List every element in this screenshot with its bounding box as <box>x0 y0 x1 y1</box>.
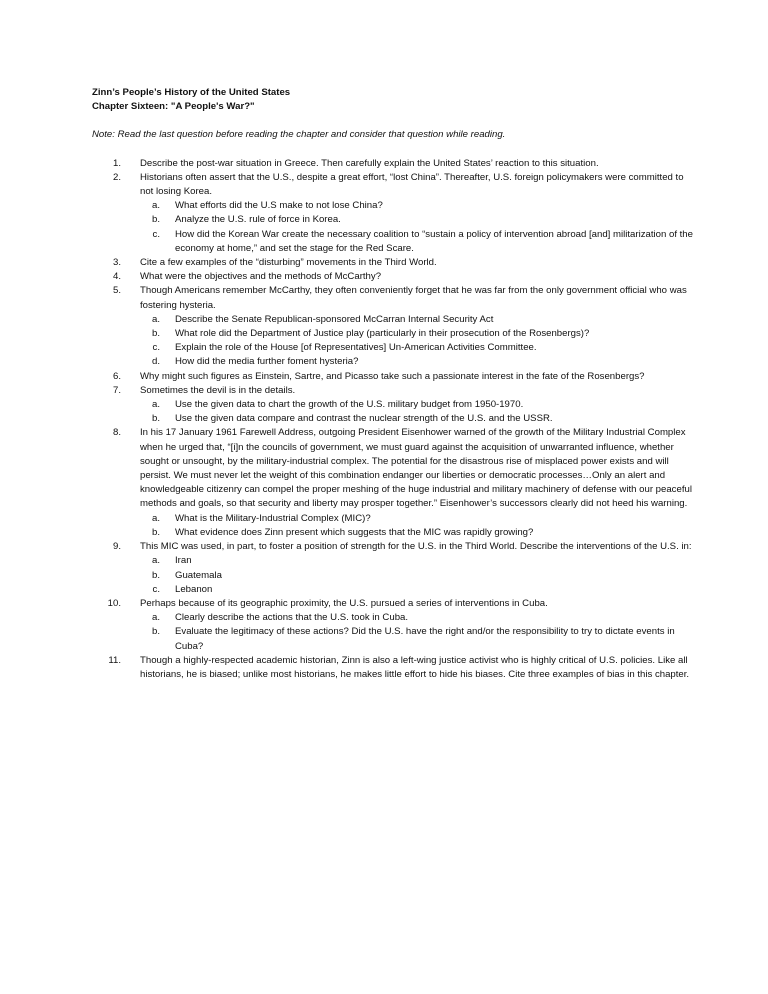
sub-question-text: Analyze the U.S. rule of force in Korea. <box>175 214 341 226</box>
sub-question-item <box>140 554 694 568</box>
sub-question-letter: b. <box>151 413 160 425</box>
question-number: 6. <box>112 370 121 382</box>
sub-question-item <box>140 625 694 653</box>
sub-question-list <box>140 512 694 540</box>
sub-question-item <box>140 512 694 526</box>
sub-question-text: Use the given data to chart the growth of the U.S. military budget from 1950-1970. <box>175 399 524 411</box>
sub-question-item <box>140 526 694 540</box>
sub-question-item <box>140 569 694 583</box>
question-item <box>92 171 694 256</box>
sub-question-letter: b. <box>151 328 160 340</box>
question-item <box>92 370 694 384</box>
sub-question-item <box>140 213 694 227</box>
question-text: Cite a few examples of the “disturbing” movements in the Third World. <box>140 257 437 269</box>
sub-question-letter: b. <box>151 626 160 638</box>
question-text: This MIC was used, in part, to foster a position of strength for the U.S. in the Third World. Describe the interventions of the U.S. in: <box>140 541 692 553</box>
question-text: What were the objectives and the methods of McCarthy? <box>140 271 382 283</box>
question-text: Perhaps because of its geographic proximity, the U.S. pursued a series of interventions in Cuba. <box>140 597 548 609</box>
question-text: Describe the post-war situation in Greece. Then carefully explain the United States’ reaction to this situation. <box>140 157 599 169</box>
chapter-title: Chapter Sixteen: "A People's War?" <box>92 101 255 113</box>
question-text: Though Americans remember McCarthy, they often conveniently forget that he was far from the only government official who was fostering hysteria. <box>140 285 687 311</box>
question-number: 2. <box>112 171 121 183</box>
sub-question-text: Describe the Senate Republican-sponsored McCarran Internal Security Act <box>175 313 494 325</box>
sub-question-letter: b. <box>151 214 160 226</box>
sub-question-list <box>140 398 694 426</box>
sub-question-text: What role did the Department of Justice play (particularly in their prosecution of the Rosenbergs)? <box>175 328 590 340</box>
question-number: 1. <box>112 157 121 169</box>
question-text: Historians often assert that the U.S., despite a great effort, “lost China”. Thereafter, U.S. foreign policymakers were committed to not losing Korea. <box>140 171 684 198</box>
question-item <box>92 654 694 682</box>
sub-question-letter: a. <box>151 200 160 212</box>
sub-question-letter: a. <box>151 512 160 524</box>
sub-question-text: Guatemala <box>175 569 222 581</box>
sub-question-text: Use the given data compare and contrast the nuclear strength of the U.S. and the USSR. <box>175 413 553 425</box>
sub-question-letter: b. <box>151 526 160 538</box>
sub-question-text: What is the Military-Industrial Complex (MIC)? <box>175 512 371 524</box>
question-text: Though a highly-respected academic historian, Zinn is also a left-wing justice activist who is highly critical of U.S. policies. Like all historians, he is biased; unlike most historians, he makes little effort to hide his biases. Cite three examples of bias in this chapter. <box>140 654 690 680</box>
sub-question-text: How did the Korean War create the necessary coalition to “sustain a policy of intervention abroad [and] militarization of the economy at home,” and set the stage for the Red Scare. <box>175 228 693 254</box>
question-item <box>92 540 694 597</box>
sub-question-item <box>140 313 694 327</box>
sub-question-letter: a. <box>151 399 160 411</box>
question-item <box>92 157 694 171</box>
sub-question-letter: a. <box>151 612 160 624</box>
sub-question-letter: a. <box>151 313 160 325</box>
sub-question-item <box>140 327 694 341</box>
question-number: 8. <box>112 427 121 439</box>
sub-question-list <box>140 611 694 654</box>
sub-question-list <box>140 199 694 256</box>
sub-question-item <box>140 228 694 256</box>
question-number: 9. <box>112 541 121 553</box>
reading-note: Note: Read the last question before reading the chapter and consider that question while reading. <box>92 129 506 141</box>
question-number: 3. <box>112 257 121 269</box>
question-number: 7. <box>112 384 121 396</box>
sub-question-item <box>140 412 694 426</box>
sub-question-letter: a. <box>151 555 160 567</box>
sub-question-text: How did the media further foment hysteria? <box>175 356 359 368</box>
question-item <box>92 426 694 540</box>
question-number: 5. <box>112 285 121 297</box>
sub-question-item <box>140 611 694 625</box>
sub-question-list <box>140 313 694 370</box>
sub-question-letter: b. <box>151 569 160 581</box>
question-item <box>92 284 694 369</box>
question-text: Why might such figures as Einstein, Sartre, and Picasso take such a passionate interest in the fate of the Rosenbergs? <box>140 370 645 382</box>
question-number: 4. <box>112 271 121 283</box>
question-text: In his 17 January 1961 Farewell Address, outgoing President Eisenhower warned of the growth of the Military Industrial Complex when he urged that, “[i]n the councils of government, we must guard against the acquisition of unwarranted influence, whether sought or unsought, by the military-industrial complex. The potential for the disastrous rise of misplaced power exists and will persist. We must never let the weight of this combination endanger our liberties or democratic processes…Only an alert and knowledgeable citizenry can compel the proper meshing of the huge industrial and military machinery of defense with our peaceful methods and goals, so that security and liberty may prosper together.” Eisenhower’s successors clearly did not heed his warning. <box>140 427 692 510</box>
sub-question-text: Lebanon <box>175 583 213 595</box>
sub-question-item <box>140 398 694 412</box>
sub-question-text: What efforts did the U.S make to not lose China? <box>175 200 383 212</box>
question-item <box>92 256 694 270</box>
question-item <box>92 384 694 427</box>
document-page <box>92 86 694 682</box>
sub-question-item <box>140 199 694 213</box>
sub-question-letter: d. <box>151 356 160 368</box>
sub-question-letter: c. <box>152 342 160 354</box>
sub-question-item <box>140 583 694 597</box>
sub-question-text: Iran <box>175 555 192 567</box>
sub-question-text: Explain the role of the House [of Representatives] Un-American Activities Committee. <box>175 342 537 354</box>
question-text: Sometimes the devil is in the details. <box>140 384 296 396</box>
sub-question-letter: c. <box>152 228 160 240</box>
question-list <box>92 157 694 683</box>
sub-question-text: Evaluate the legitimacy of these actions? Did the U.S. have the right and/or the responsibility to try to dictate events in Cuba? <box>175 626 675 652</box>
question-number: 11. <box>108 654 121 666</box>
question-item <box>92 270 694 284</box>
sub-question-item <box>140 341 694 355</box>
sub-question-letter: c. <box>152 583 160 595</box>
document-title: Zinn’s People’s History of the United States <box>92 87 291 98</box>
sub-question-text: What evidence does Zinn present which suggests that the MIC was rapidly growing? <box>175 526 534 538</box>
sub-question-text: Clearly describe the actions that the U.S. took in Cuba. <box>175 612 409 624</box>
sub-question-list <box>140 554 694 597</box>
question-item <box>92 597 694 654</box>
question-number: 10. <box>107 597 121 609</box>
sub-question-item <box>140 355 694 369</box>
